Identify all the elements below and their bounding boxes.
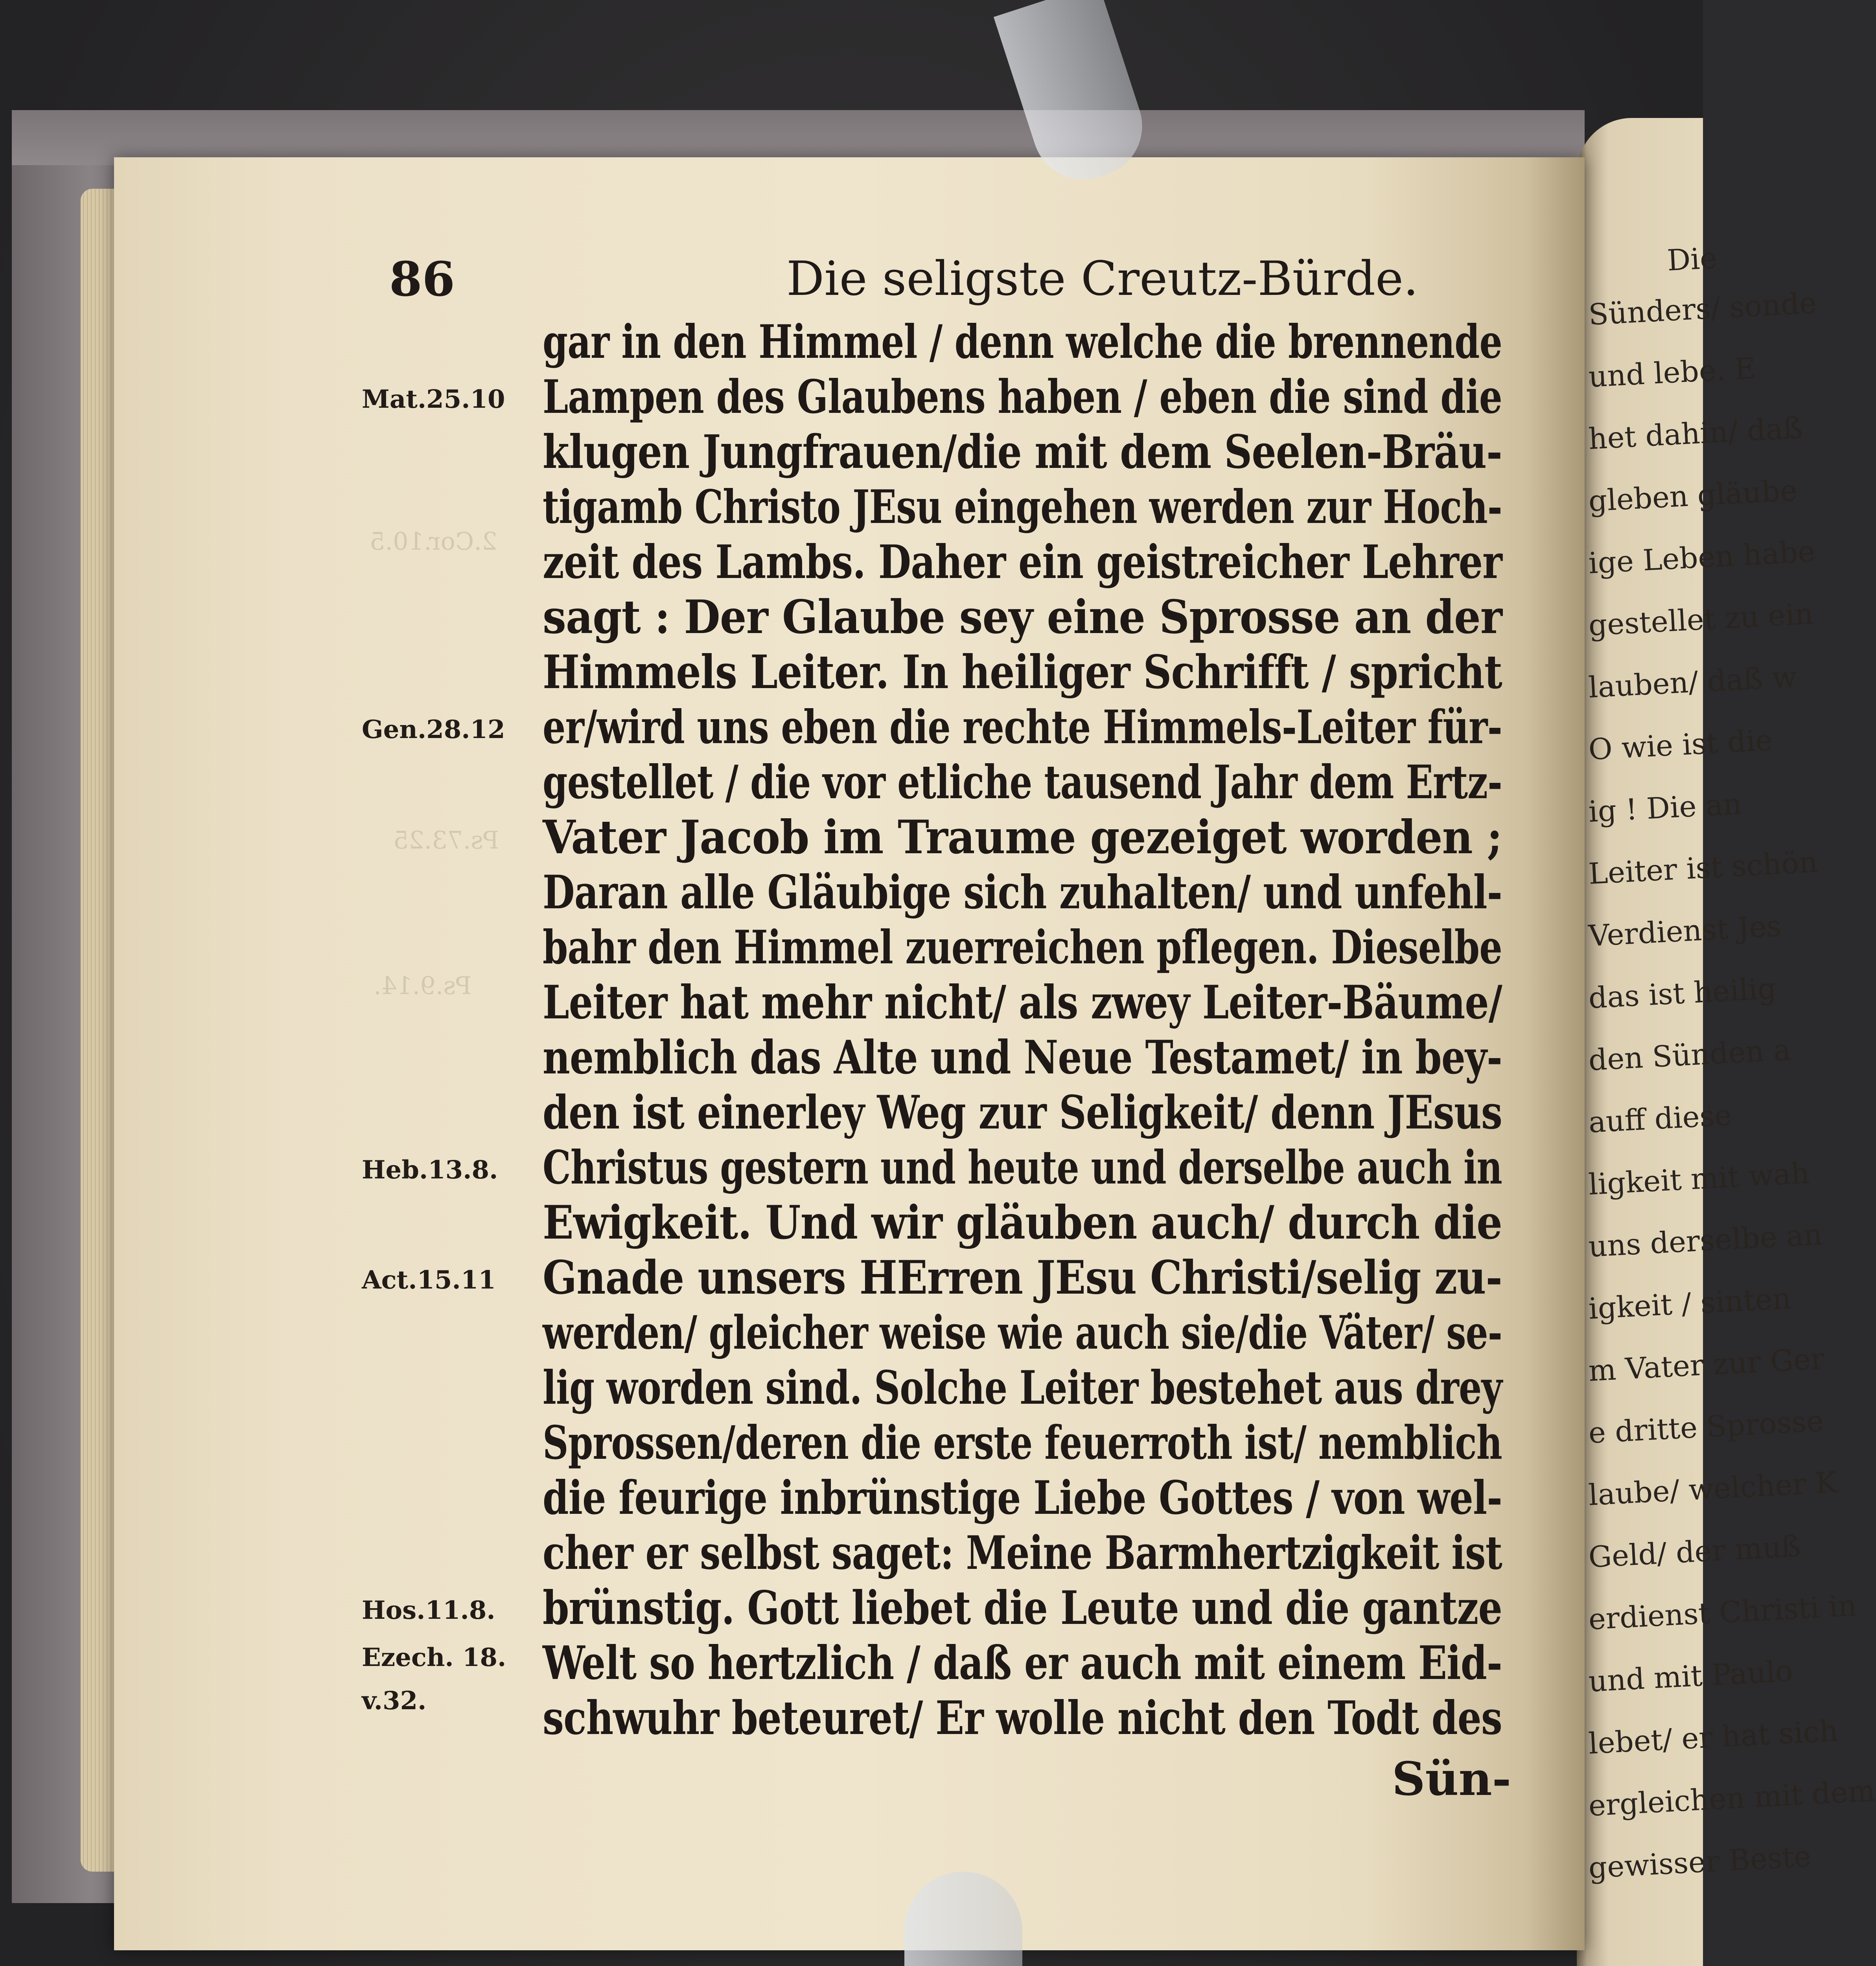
facing-page <box>1577 118 1876 1966</box>
offset-ghost-mark: 2.Cor.10.5 <box>370 527 497 556</box>
text-line: Christus gestern und heute und derselbe auch in <box>543 1140 1502 1195</box>
facing-page-line: ige Leben habe <box>1587 534 1816 580</box>
margin-reference: Act.15.11 <box>362 1265 496 1295</box>
text-line: cher er selbst saget: Meine Barmhertzigkeit ist <box>543 1526 1502 1580</box>
text-line: werden/ gleicher weise wie auch sie/die Väter/ se- <box>543 1305 1502 1360</box>
text-line: Welt so hertzlich / daß er auch mit einem Eid- <box>543 1636 1502 1690</box>
text-line: Lampen des Glaubens haben / eben die sind die <box>543 370 1502 424</box>
text-line: die feurige inbrünstige Liebe Gottes / von wel- <box>543 1471 1502 1525</box>
facing-page-line: m Vater zur Ger <box>1587 1342 1826 1388</box>
facing-page-line: den Sünden a <box>1587 1033 1792 1077</box>
facing-page-line: Leiter ist schön <box>1587 845 1819 891</box>
facing-page-line: laube/ welcher K <box>1587 1465 1838 1512</box>
text-line: Daran alle Gläubige sich zuhalten/ und unfehl- <box>543 865 1502 919</box>
text-line: Ewigkeit. Und wir gläuben auch/ durch die <box>543 1195 1502 1250</box>
facing-page-line: auff diese <box>1587 1098 1733 1139</box>
facing-page-line: lauben/ daß w <box>1587 660 1798 705</box>
facing-page-line: und mit Paulo <box>1587 1654 1794 1699</box>
page-number: 86 <box>389 252 455 307</box>
facing-page-line: O wie ist die <box>1587 723 1773 767</box>
catchword: Sün- <box>1392 1752 1511 1806</box>
margin-reference: Ezech. 18. <box>362 1643 506 1672</box>
text-line: zeit des Lambs. Daher ein geistreicher Lehrer <box>543 535 1502 589</box>
text-line: Vater Jacob im Traume gezeiget worden ; <box>543 810 1502 864</box>
text-line: gestellet / die vor etliche tausend Jahr dem Ertz- <box>543 755 1502 809</box>
running-head: Die seligste Creutz-Bürde. <box>786 252 1419 306</box>
facing-page-line: lebet/ er hat sich <box>1587 1714 1839 1761</box>
text-line: bahr den Himmel zuerreichen pflegen. Dieselbe <box>543 920 1502 974</box>
text-line: tigamb Christo JEsu eingehen werden zur Hoch- <box>543 480 1502 534</box>
facing-page-line: e dritte Sprosse <box>1587 1404 1824 1450</box>
text-line: Himmels Leiter. In heiliger Schrifft / spricht <box>543 645 1502 699</box>
offset-ghost-mark: Ps.9.14. <box>374 971 472 1000</box>
facing-page-line: Sünders/ sonde <box>1587 286 1817 332</box>
text-line: sagt : Der Glaube sey eine Sprosse an der <box>543 590 1502 644</box>
facing-page-line: gleben gläube <box>1587 473 1798 518</box>
text-line: nemblich das Alte und Neue Testamet/ in bey- <box>543 1030 1502 1084</box>
margin-reference: Heb.13.8. <box>362 1155 498 1185</box>
margin-reference: Mat.25.10 <box>362 385 505 414</box>
text-line: klugen Jungfrauen/die mit dem Seelen-Bräu- <box>543 425 1502 479</box>
text-line: schwuhr beteuret/ Er wolle nicht den Todt des <box>543 1691 1502 1745</box>
margin-reference: v.32. <box>362 1686 427 1716</box>
facing-page-line: Geld/ der muß <box>1587 1529 1802 1574</box>
facing-page-line: Verdienst Jes <box>1587 909 1782 953</box>
facing-page-line: igkeit / sinten <box>1587 1281 1792 1326</box>
text-line: er/wird uns eben die rechte Himmels-Leiter für- <box>543 700 1502 754</box>
facing-page-line: und lebe. E <box>1587 351 1757 394</box>
text-line: Leiter hat mehr nicht/ als zwey Leiter-Bäume/ <box>543 975 1502 1029</box>
text-line: brünstig. Gott liebet die Leute und die gantze <box>543 1581 1502 1635</box>
margin-reference: Gen.28.12 <box>362 715 505 744</box>
facing-page-line: ergleichen mit dem <box>1587 1774 1876 1823</box>
facing-page-line: das ist heilig <box>1587 972 1777 1015</box>
facing-page-line: erdienst Christi in <box>1587 1589 1858 1636</box>
facing-page-line: Die <box>1666 241 1718 278</box>
text-line: gar in den Himmel / denn welche die brennende <box>543 315 1502 369</box>
facing-page-line: het dahin/ daß <box>1587 411 1804 456</box>
backing-board-top <box>12 110 1585 165</box>
text-line: lig worden sind. Solche Leiter bestehet aus drey <box>543 1360 1502 1415</box>
facing-page-line: uns derselbe an <box>1587 1217 1823 1264</box>
text-line: Gnade unsers HErren JEsu Christi/selig zu- <box>543 1250 1502 1305</box>
text-line: Sprossen/deren die erste feuerroth ist/ nemblich <box>543 1416 1502 1470</box>
facing-page-line: ligkeit mit wah <box>1587 1156 1810 1202</box>
facing-page-line: ig ! Die an <box>1587 787 1743 829</box>
offset-ghost-mark: Ps.73.25 <box>393 826 499 854</box>
margin-reference: Hos.11.8. <box>362 1596 495 1625</box>
facing-page-line: gestellet zu ein <box>1587 597 1814 642</box>
facing-page-line: gewisser Beste <box>1587 1839 1812 1885</box>
text-line: den ist einerley Weg zur Seligkeit/ denn JEsus <box>543 1085 1502 1139</box>
